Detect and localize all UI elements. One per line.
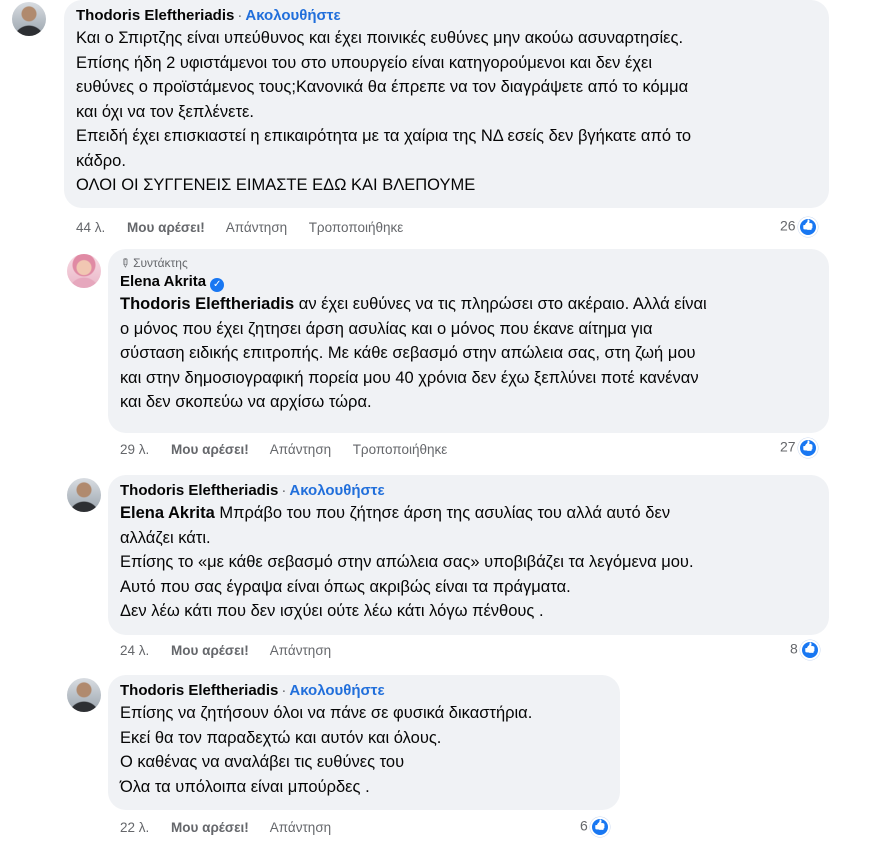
comment-actions (120, 820, 349, 835)
separator-dot: · (237, 7, 243, 24)
author-badge (116, 254, 817, 272)
reply-button[interactable]: Απάντηση (269, 643, 332, 658)
reaction-count[interactable] (780, 438, 818, 458)
comment-line: Αυτό που σας έγραψα είναι όπως ακριβώς είναι τα πράγματα. (120, 577, 571, 596)
reaction-count[interactable] (780, 217, 818, 237)
thumbs-up-icon (800, 640, 820, 660)
comment-line: και δεν σκοπεύω να αρχίσω τώρα. (120, 393, 372, 411)
comment-line: Εκεί θα τον παραδεχτώ και αυτόν και όλους. (120, 728, 442, 747)
timestamp[interactable]: 22 λ. (120, 820, 150, 835)
thumbs-up-icon (798, 438, 818, 458)
comment-actions (76, 220, 421, 235)
like-button[interactable]: Μου αρέσει! (127, 220, 205, 235)
follow-link[interactable]: Ακολουθήστε (289, 482, 385, 499)
avatar[interactable] (67, 254, 101, 288)
comment-line: αλλάζει κάτι. (120, 528, 211, 547)
reply-button[interactable]: Απάντηση (269, 442, 332, 457)
like-button[interactable]: Μου αρέσει! (171, 820, 249, 835)
comment-line: σύσταση ειδικής επιτροπής. Με κάθε σεβασμό στην απώλεια σας, στη ζωή μου (120, 344, 696, 362)
like-button[interactable]: Μου αρέσει! (171, 643, 249, 658)
comment-line: Όλα τα υπόλοιπα είναι μπούρδες . (120, 777, 370, 796)
comment-text (120, 292, 817, 415)
edited-label[interactable]: Τροποποιήθηκε (308, 220, 404, 235)
comment-line (120, 501, 817, 526)
thumbs-up-icon (798, 217, 818, 237)
verified-check-icon: ✓ (210, 278, 224, 292)
comment-actions (120, 442, 465, 457)
comment-line: ΟΛΟΙ ΟΙ ΣΥΓΓΕΝΕΙΣ ΕΙΜΑΣΤΕ ΕΔΩ ΚΑΙ ΒΛΕΠΟΥΜΕ (76, 176, 476, 194)
comment-text (120, 501, 817, 624)
comment-text (120, 701, 608, 799)
separator-dot: · (281, 682, 287, 699)
comment-line: Και ο Σπιρτζης είναι υπεύθυνος και έχει ποινικές ευθύνες μην ακούω ασυναρτησίες. (76, 29, 684, 47)
comment-line: Επίσης να ζητήσουν όλοι να πάνε σε φυσικά δικαστήρια. (120, 704, 533, 722)
timestamp[interactable]: 44 λ. (76, 220, 106, 235)
reaction-number: 6 (580, 817, 588, 834)
comment-line: ευθύνες ο προϊστάμενος τους;Κανονικά θα έπρεπε να τον διαγράψετε από το κόμμα (76, 78, 689, 96)
comment-line: Δεν λέω κάτι που δεν ισχύει ούτε λέω κάτι λόγω πένθους . (120, 602, 544, 620)
comment-actions (120, 643, 349, 658)
comment-bubble (108, 475, 829, 635)
comment-line-rest: Μπράβο του που ζήτησε άρση της ασυλίας του αλλά αυτό δεν (214, 504, 671, 522)
comment-header (76, 6, 817, 26)
avatar[interactable] (67, 678, 101, 712)
comment-line: Ο καθένας να αναλάβει τις ευθύνες του (120, 753, 405, 771)
like-button[interactable]: Μου αρέσει! (171, 442, 249, 457)
comment-line: ο μόνος που έχει ζητησει άρση ασυλίας και ο μόνος που έκανε αίτημα για (120, 319, 653, 338)
pencil-icon: ✎ (116, 254, 134, 272)
comment-line-rest: αν έχει ευθύνες να τις πληρώσει στο ακέραιο. Αλλά είναι (294, 295, 707, 313)
comment-line (120, 292, 817, 317)
timestamp[interactable]: 29 λ. (120, 442, 150, 457)
comment-bubble (108, 675, 620, 810)
author-name[interactable]: Elena Akrita (120, 273, 207, 290)
reaction-count[interactable] (580, 817, 610, 837)
reaction-number: 8 (790, 640, 798, 657)
edited-label[interactable]: Τροποποιήθηκε (352, 442, 448, 457)
author-name[interactable]: Thodoris Eleftheriadis (120, 682, 279, 699)
comment-line: Επειδή έχει επισκιαστεί η επικαιρότητα με τα χαίρια της ΝΔ εσείς δεν βγήκατε από το (76, 127, 692, 145)
follow-link[interactable]: Ακολουθήστε (289, 682, 385, 699)
author-name[interactable]: Thodoris Eleftheriadis (120, 482, 279, 499)
author-badge-label: Συντάκτης (133, 256, 188, 270)
comment-line: και στην δημοσιογραφική πορεία μου 40 χρόνια δεν έχω ξεπλύνει ποτέ κανέναν (120, 368, 699, 387)
separator-dot: · (281, 482, 287, 499)
follow-link[interactable]: Ακολουθήστε (245, 7, 341, 24)
comment-header (120, 681, 608, 701)
comment-header (120, 272, 817, 292)
comment-line: κάδρο. (76, 151, 126, 170)
comment-text (76, 26, 817, 198)
reaction-number: 26 (780, 217, 796, 234)
reply-button[interactable]: Απάντηση (225, 220, 288, 235)
comment-line: Επίσης ήδη 2 υφιστάμενοι του στο υπουργείο είναι κατηγορούμενοι και δεν έχει (76, 53, 653, 72)
comment-bubble (64, 0, 829, 208)
avatar[interactable] (12, 2, 46, 36)
reply-button[interactable]: Απάντηση (269, 820, 332, 835)
mention-link[interactable]: Elena Akrita (120, 504, 215, 522)
thumbs-up-icon (590, 817, 610, 837)
comment-bubble (108, 249, 829, 433)
comment-line: Επίσης το «με κάθε σεβασμό στην απώλεια σας» υποβιβάζει τα λεγόμενα μου. (120, 553, 694, 571)
reaction-count[interactable] (790, 640, 820, 660)
author-name[interactable]: Thodoris Eleftheriadis (76, 7, 235, 24)
comment-line: και όχι να τον ξεπλένετε. (76, 102, 254, 121)
timestamp[interactable]: 24 λ. (120, 643, 150, 658)
mention-link[interactable]: Thodoris Eleftheriadis (120, 295, 295, 313)
avatar[interactable] (67, 478, 101, 512)
reaction-number: 27 (780, 438, 796, 455)
comment-header (120, 481, 817, 501)
